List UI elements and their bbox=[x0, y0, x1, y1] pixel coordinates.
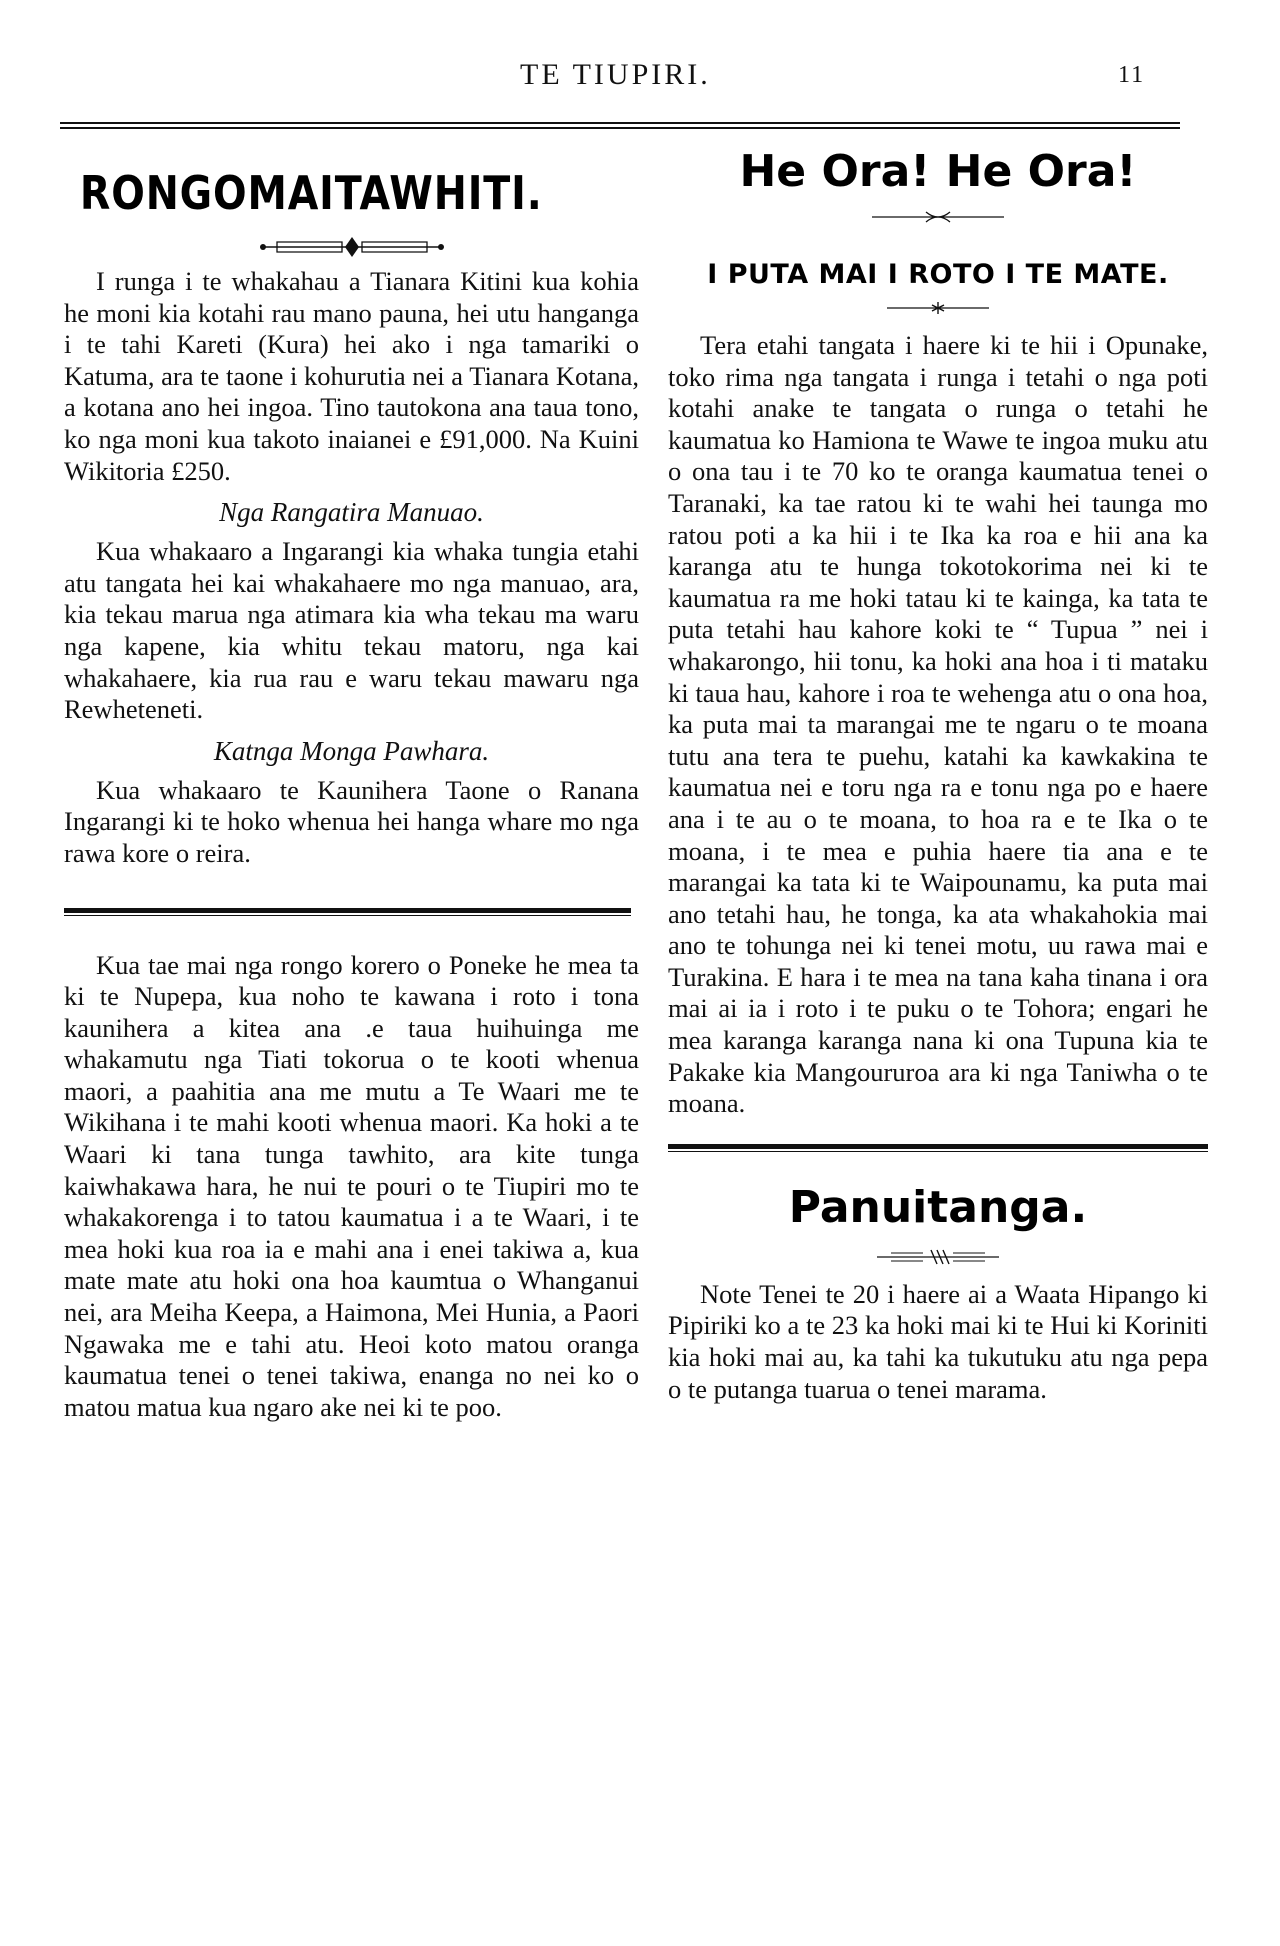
article-separator-rule-right bbox=[668, 1144, 1208, 1152]
article-separator-rule bbox=[64, 908, 631, 916]
right-column bbox=[668, 140, 1208, 1405]
article-kareti-paragraph: I runga i te whakahau a Tianara Kitini kua kohia he moni kia kotahi rau mano pauna, hei utu hanganga i te tahi Kareti (Kura) hei ako i nga tamariki o Katuma, ara te taone i kohurutia nei a Tianara Kotana, a kotana ano hei ingoa. Tino tautokona ana taua tono, ko nga moni kua takoto inaianei e £91,000. Na Kuini Wikitoria £250. bbox=[64, 266, 639, 486]
heading-he-ora: He Ora! He Ora! bbox=[739, 146, 1137, 197]
running-head bbox=[0, 58, 1280, 98]
heading-panuitanga: Panuitanga. bbox=[788, 1181, 1088, 1233]
scroll-divider-icon bbox=[873, 1247, 1003, 1267]
article-he-ora-paragraph: Tera etahi tangata i haere ki te hii i Opunake, toko rima nga tangata i runga i tetahi o nga poti kotahi anake te tangata o runga o tetahi he kaumatua ko Hamiona te Wawe te ingoa muku atu o ona tau i te 70 ko te oranga kaumatua tenei o Taranaki, ka tae ratou ki te wahi hei taunga mo ratou poti a ka hii i te Ika ka roa e hii ana ka karanga atu te hunga tokotokorima nei ki te kaumatua ra me hoki tatau ki te kainga, ka tata te puta tetahi hau kahore koki te “ Tupua ” nei i whakarongo, hii tonu, ka hoki ana hoa i ti mataku ki taua hau, kahore i roa te wehenga atu o ona hoa, ka puta mai ta marangai me te ngaru o te moana tutu ana tera te puehu, katahi ka kawkakina te kaumatua nei e toru nga ra e tonu nga po e haere ana i te au o te moana, to hoa ra e te Ika o te moana, i te mea e puhia haere tia ana e te marangai ka tata ki te Waipounamu, ka puta mai ano tetahi hau, he tonga, ka ata whakahokia mai ano te tohunga nei ki tenei motu, uu rawa mai e Turakina. E hara i te mea na tana kaha tinana i ora mai ai ia i roto i te puku o te Tohora; engari he mea karanga karanga nana ki ona Tupuna kia te Pakake kia Mangoururoa ara ki nga Taniwha o te moana. bbox=[668, 330, 1208, 1119]
newspaper-title: TE TIUPIRI. bbox=[520, 58, 711, 91]
section-masthead: RONGOMAITAWHITI. bbox=[79, 166, 543, 220]
page-number: 11 bbox=[1118, 62, 1146, 88]
article-kaunihera-paragraph: Kua whakaaro te Kaunihera Taone o Ranana Ingarangi ki te hoko whenua hei hanga whare mo nga rawa kore o reira. bbox=[64, 774, 639, 868]
subheading-monga-pawhara: Katnga Monga Pawhara. bbox=[213, 735, 490, 766]
heading-puta-mai: I PUTA MAI I ROTO I TE MATE. bbox=[707, 259, 1169, 290]
header-rule bbox=[60, 122, 1180, 129]
notice-paragraph: Note Tenei te 20 i haere ai a Waata Hipango ki Pipiriki ko a te 23 ka hoki mai ki te Hui ki Koriniti kia hoki mai au, ka tahi ka tukutuku atu nga pepa o te putanga tuarua o tenei marama. bbox=[668, 1278, 1208, 1404]
small-divider-icon bbox=[868, 209, 1008, 225]
article-manuao-paragraph: Kua whakaaro a Ingarangi kia whaka tungia etahi atu tangata hei kai whakahaere mo nga manuao, ara, kia tekau marua nga atimara kia wha tekau ma waru nga kapene, kia whitu tekau matoru, nga kai whakahaere, kia rua rau e waru tekau mawaru nga Rewheteneti. bbox=[64, 536, 639, 725]
article-poneke-paragraph: Kua tae mai nga rongo korero o Poneke he mea ta ki te Nupepa, kua noho te kawana i roto i tona kaunihera a kitea ana .e taua huihuinga me whakamutu nga Tiati tokorua o te kooti whenua maori, a paahitia ana me mutu a Te Waari me te Wikihana i te mahi kooti whenua maori. Ka hoki a te Waari ki tana tunga tawhito, ara kite tunga kaiwhakawa hara, he nui te pouri o te Tiupiri mo te whakakorenga i to tatou kaumatua i a te Waari, i te mea hoki kua roa ia e mahi ana i enei takiwa a, kua mate mate atu hoki ona hoa kaumtua o Whanganui nei, ara Meiha Keepa, a Haimona, Mei Hunia, a Paori Ngawaka me e tahi atu. Heoi koto matou oranga kaumatua tenei o tenei takiwa, enanga no nei ko o matou matua kua ngaro ake nei ki te poo. bbox=[64, 949, 639, 1422]
subheading-rangatira-manuao: Nga Rangatira Manuao. bbox=[219, 497, 484, 528]
star-divider-icon bbox=[883, 300, 993, 316]
ornament-divider-icon bbox=[257, 234, 447, 260]
left-column bbox=[64, 140, 639, 1423]
